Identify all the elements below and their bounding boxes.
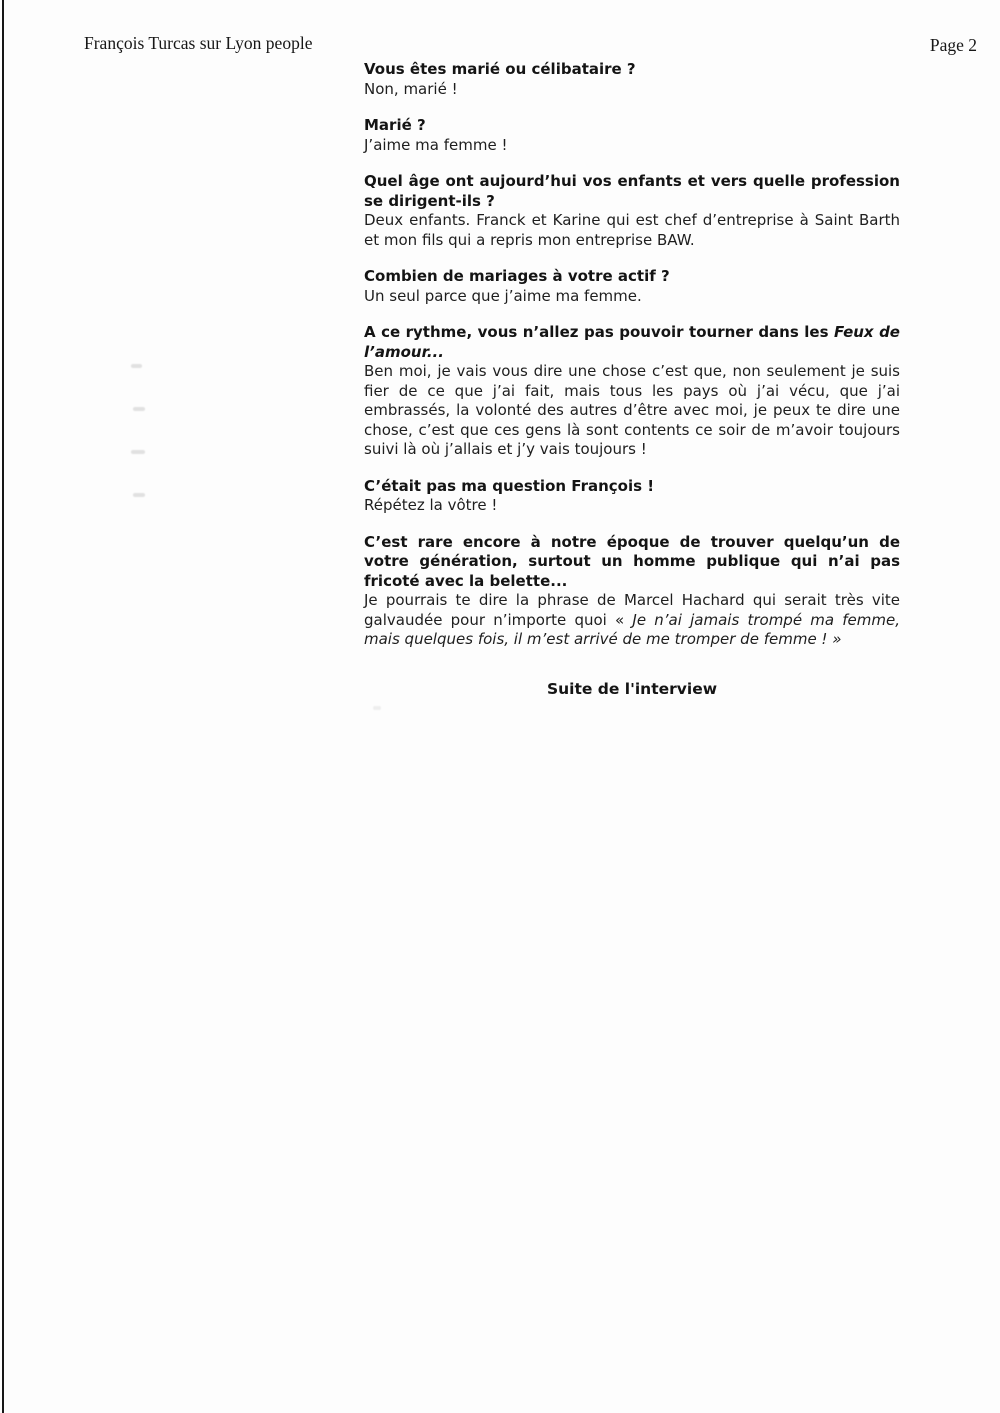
qa-list xyxy=(364,60,900,650)
text-segment: Deux enfants. Franck et Karine qui est chef d’entreprise à Saint Barth et mon fils qui a repris mon entreprise BAW. xyxy=(364,211,900,249)
qa-block xyxy=(364,116,900,155)
scan-edge-artifact xyxy=(2,0,4,1413)
qa-block xyxy=(364,323,900,460)
interview-question xyxy=(364,116,900,136)
interview-question xyxy=(364,323,900,362)
text-segment: Je pourrais te dire la phrase de Marcel Hachard qui serait très vite galvaudée pour n’importe quoi « xyxy=(364,591,900,629)
interview-answer xyxy=(364,496,900,516)
text-segment: Ben moi, je vais vous dire une chose c’est que, non seulement je suis fier de ce que j’ai fait, mais tous les pays où j’ai vécu, que j’ai embrassés, la volonté des autres d’être avec moi, je peux te dire une chose, c’est que ces gens là sont contents ce soir de m’avoir toujours suivi là où j’allais et j’y vais toujours ! xyxy=(364,362,900,458)
qa-block xyxy=(364,60,900,99)
page-number: Page 2 xyxy=(929,35,977,55)
interview-question xyxy=(364,267,900,287)
interview-question xyxy=(364,477,900,497)
interview-question xyxy=(364,533,900,592)
scan-smudge-artifact xyxy=(373,706,381,710)
text-segment: Marié ? xyxy=(364,116,426,134)
text-segment-italic: Feux de l’amour... xyxy=(364,323,900,361)
interview-answer xyxy=(364,80,900,100)
text-segment: A ce rythme, vous n’allez pas pouvoir tourner dans les xyxy=(364,323,834,341)
text-segment-italic: Je n’ai jamais trompé ma femme, mais quelques fois, il m’est arrivé de me tromper de femme ! » xyxy=(364,610,900,648)
scan-smudge-artifact xyxy=(133,407,145,411)
interview-question xyxy=(364,60,900,80)
interview-column xyxy=(364,60,900,698)
interview-answer xyxy=(364,591,900,650)
document-header-title: François Turcas sur Lyon people xyxy=(84,33,313,53)
text-segment: Vous êtes marié ou célibataire ? xyxy=(364,60,636,78)
interview-answer xyxy=(364,136,900,156)
text-segment: J’aime ma femme ! xyxy=(364,135,508,154)
text-segment: C’était pas ma question François ! xyxy=(364,476,655,495)
scan-smudge-artifact xyxy=(131,450,145,454)
text-segment: Combien de mariages à votre actif ? xyxy=(364,267,670,285)
scan-smudge-artifact xyxy=(133,493,145,497)
text-segment: Un seul parce que j’aime ma femme. xyxy=(364,286,642,305)
text-segment: Quel âge ont aujourd’hui vos enfants et vers quelle profession se dirigent-ils ? xyxy=(364,172,900,210)
scan-smudge-artifact xyxy=(131,364,142,368)
qa-block xyxy=(364,267,900,306)
qa-block xyxy=(364,477,900,516)
text-segment: Répétez la vôtre ! xyxy=(364,496,498,514)
interview-answer xyxy=(364,211,900,250)
text-segment: C’est rare encore à notre époque de trouver quelqu’un de votre génération, surtout un homme publique qui n’ai pas fricoté avec la belette... xyxy=(364,532,900,590)
text-segment: Non, marié ! xyxy=(364,79,458,98)
interview-question xyxy=(364,172,900,211)
interview-answer xyxy=(364,287,900,307)
interview-continuation-label: Suite de l'interview xyxy=(546,679,718,698)
interview-answer xyxy=(364,362,900,460)
qa-block xyxy=(364,533,900,650)
qa-block xyxy=(364,172,900,250)
